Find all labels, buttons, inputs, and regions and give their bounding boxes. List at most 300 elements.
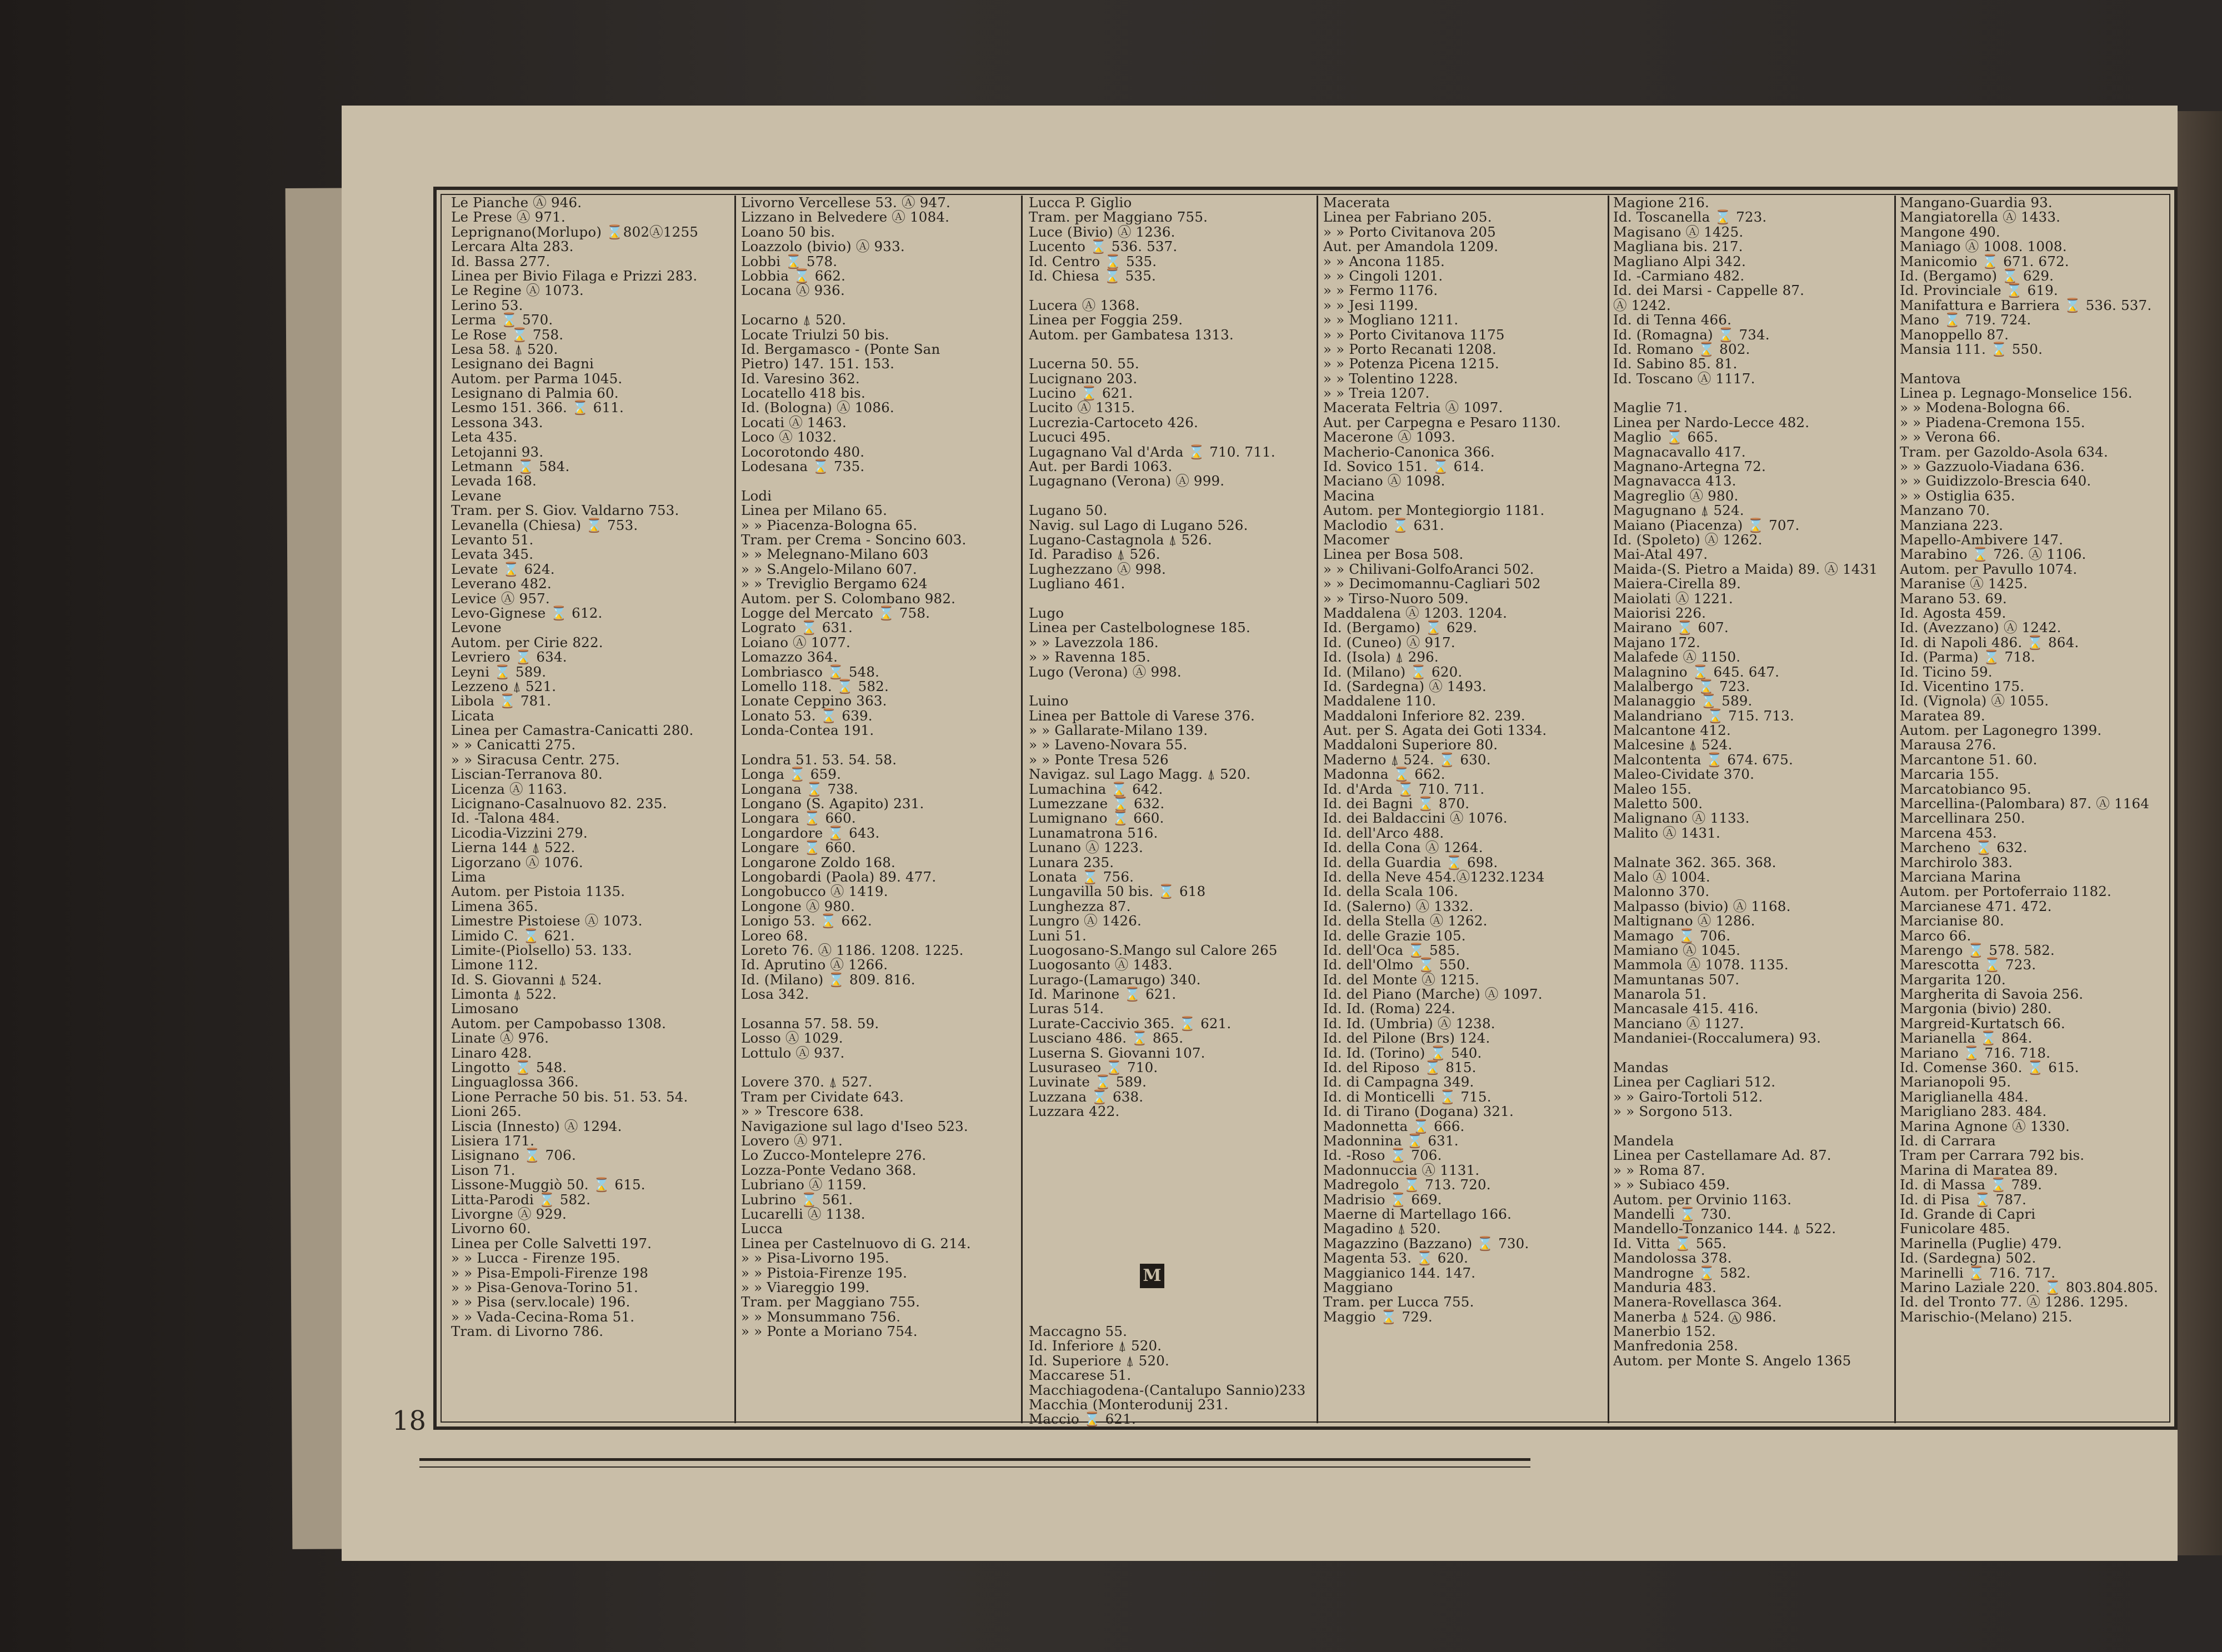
index-entry: Mansia 111. ⌛ 550.	[1900, 341, 2043, 357]
index-entry: Id. (Spoleto) Ⓐ 1262.	[1613, 531, 1763, 548]
index-entry: Linea per Milano 65.	[741, 502, 888, 519]
index-entry: Lesa 58. ⍋ 520.	[451, 341, 558, 357]
index-entry: Marcaria 155.	[1900, 766, 1999, 783]
index-entry: Levice Ⓐ 957.	[451, 590, 550, 607]
index-entry: Id. Bassa 277.	[451, 253, 551, 269]
index-entry: Id. delle Grazie 105.	[1323, 927, 1466, 944]
index-entry: Linguaglossa 366.	[451, 1074, 579, 1090]
index-entry: Maglie 71.	[1613, 399, 1688, 416]
index-entry: Aut. per Bardi 1063.	[1029, 458, 1173, 475]
index-entry: Liscia (Innesto) Ⓐ 1294.	[451, 1118, 622, 1134]
index-entry: Id. Vicentino 175.	[1900, 678, 2025, 694]
index-entry: Magliana bis. 217.	[1613, 238, 1743, 255]
index-entry: Mandello-Tonzanico 144. ⍋ 522.	[1613, 1220, 1836, 1237]
index-entry: Manduria 483.	[1613, 1279, 1717, 1295]
index-entry: » » Vada-Cecina-Roma 51.	[451, 1308, 635, 1325]
index-entry: Maddalene 110.	[1323, 693, 1437, 709]
index-entry: Id. Grande di Capri	[1900, 1205, 2036, 1222]
index-entry: Lodesana ⌛ 735.	[741, 458, 865, 475]
index-entry: Id. (Romagna) ⌛ 734.	[1613, 326, 1770, 343]
index-entry: Manfredonia 258.	[1613, 1338, 1738, 1354]
index-entry: Linea per Bosa 508.	[1323, 546, 1464, 563]
index-entry: Tram. per Maggiano 755.	[741, 1294, 920, 1310]
index-entry: » » Canicatti 275.	[451, 737, 576, 753]
index-entry: Magadino ⍋ 520.	[1323, 1220, 1441, 1237]
index-entry: Libola ⌛ 781.	[451, 693, 552, 709]
index-entry: » » Gallarate-Milano 139.	[1029, 722, 1208, 739]
index-entry: Marcena 453.	[1900, 824, 1997, 841]
index-entry: Macchiagodena-(Cantalupo Sannio)233	[1029, 1381, 1306, 1398]
index-entry: Id. Comense 360. ⌛ 615.	[1900, 1059, 2079, 1076]
index-entry: » » Piadena-Cremona 155.	[1900, 414, 2085, 430]
index-entry: Funicolare 485.	[1900, 1220, 2010, 1237]
index-entry: Lugagnano Val d'Arda ⌛ 710. 711.	[1029, 443, 1275, 460]
index-entry: Macchia (Monterodunij 231.	[1029, 1396, 1229, 1413]
index-entry: Lisiera 171.	[451, 1133, 535, 1149]
index-entry: Maggiano	[1323, 1279, 1393, 1295]
index-entry: Mamiano Ⓐ 1045.	[1613, 942, 1741, 958]
index-entry: Autom. per Monte S. Angelo 1365	[1613, 1352, 1851, 1369]
index-entry: Lucca P. Giglio	[1029, 196, 1132, 211]
index-entry: Letmann ⌛ 584.	[451, 458, 570, 475]
index-entry: Luvinate ⌛ 589.	[1029, 1074, 1147, 1090]
index-entry: Linea per Colle Salvetti 197.	[451, 1235, 652, 1251]
index-entry: Livorgne Ⓐ 929.	[451, 1205, 567, 1222]
index-entry: Leta 435.	[451, 429, 518, 445]
index-entry: Limone 112.	[451, 957, 538, 973]
index-entry: Lurago-(Lamarugo) 340.	[1029, 971, 1201, 988]
index-entry: Losso Ⓐ 1029.	[741, 1030, 843, 1047]
index-entry: Autom. per Montegiorgio 1181.	[1323, 502, 1545, 519]
index-entry: Malcantone 412.	[1613, 722, 1731, 739]
index-entry: » » Decimomannu-Cagliari 502	[1323, 575, 1541, 592]
index-entry: Lumachina ⌛ 642.	[1029, 780, 1163, 797]
index-entry: Lonigo 53. ⌛ 662.	[741, 913, 872, 929]
index-entry: Levriero ⌛ 634.	[451, 649, 567, 665]
index-entry: Magnavacca 413.	[1613, 473, 1736, 489]
index-entry: Linea per Fabriano 205.	[1323, 209, 1492, 226]
index-entry: Mai-Atal 497.	[1613, 546, 1708, 563]
index-entry: » » Pistoia-Firenze 195.	[741, 1264, 908, 1281]
index-entry: Magnano-Artegna 72.	[1613, 458, 1766, 475]
index-entry: Id. del Monte Ⓐ 1215.	[1323, 971, 1480, 988]
index-entry: Madonnetta ⌛ 666.	[1323, 1118, 1465, 1134]
index-entry: Id. di Pisa ⌛ 787.	[1900, 1191, 2026, 1208]
index-entry: Marinelli ⌛ 716. 717.	[1900, 1264, 2056, 1281]
index-entry	[1029, 1222, 1317, 1236]
index-entry: » » Ancona 1185.	[1323, 253, 1445, 269]
index-entry	[1029, 283, 1317, 298]
index-entry	[1029, 1237, 1317, 1251]
index-entry: Manerbio 152.	[1613, 1323, 1716, 1340]
index-column-5	[1613, 196, 1893, 1368]
index-entry: Tram. per Lucca 755.	[1323, 1294, 1474, 1310]
index-entry: Pietro) 147. 151. 153.	[741, 356, 895, 372]
index-entry: » » Lucca - Firenze 195.	[451, 1250, 620, 1266]
index-entry: Lima	[451, 868, 486, 885]
index-entry: Id. (Milano) ⌛ 620.	[1323, 663, 1463, 680]
index-entry: Macerata Feltria Ⓐ 1097.	[1323, 399, 1503, 416]
index-entry: Margreid-Kurtatsch 66.	[1900, 1015, 2065, 1032]
index-entry: Autom. per Lagonegro 1399.	[1900, 722, 2102, 739]
index-entry: Lonata ⌛ 756.	[1029, 868, 1134, 885]
index-entry: Id. Varesino 362.	[741, 370, 860, 387]
index-entry: Id. Centro ⌛ 535.	[1029, 253, 1157, 269]
index-entry: Lunara 235.	[1029, 854, 1114, 870]
index-entry: Autom. per Parma 1045.	[451, 370, 623, 387]
index-entry: » » Viareggio 199.	[741, 1279, 870, 1295]
index-entry: Macomer	[1323, 531, 1390, 548]
index-entry: Mandas	[1613, 1059, 1669, 1076]
index-entry: Id. Inferiore ⍋ 520.	[1029, 1338, 1162, 1354]
index-entry: Livorno Vercellese 53. Ⓐ 947.	[741, 196, 951, 211]
index-entry: Losa 342.	[741, 986, 809, 1003]
index-entry: Maciano Ⓐ 1098.	[1323, 473, 1445, 489]
index-entry: » » Pisa-Genova-Torino 51.	[451, 1279, 639, 1295]
index-entry: Maderno ⍋ 524. ⌛ 630.	[1323, 751, 1491, 768]
index-entry: Limosano	[451, 1000, 519, 1017]
index-entry: » » Siracusa Centr. 275.	[451, 751, 620, 768]
index-entry: Lugo (Verona) Ⓐ 998.	[1029, 663, 1182, 680]
index-entry: Tram per Carrara 792 bis.	[1900, 1147, 2085, 1164]
index-entry: Lizzano in Belvedere Ⓐ 1084.	[741, 209, 950, 226]
index-entry	[741, 298, 1018, 313]
index-entry: Litta-Parodi ⌛ 582.	[451, 1191, 591, 1208]
index-entry: » » Lavezzola 186.	[1029, 634, 1159, 650]
index-entry: » » Roma 87.	[1613, 1162, 1705, 1178]
index-entry: Tram. per S. Giov. Valdarno 753.	[451, 502, 679, 519]
index-entry: Loazzolo (bivio) Ⓐ 933.	[741, 238, 905, 255]
index-entry: » » Chilivani-GolfoAranci 502.	[1323, 560, 1534, 577]
index-entry: Aut. per S. Agata dei Goti 1334.	[1323, 722, 1547, 739]
index-entry: » » Ponte Tresa 526	[1029, 751, 1169, 768]
index-entry: » » Tirso-Nuoro 509.	[1323, 590, 1469, 607]
index-entry: Id. Bergamasco - (Ponte San	[741, 341, 940, 357]
index-column-2	[741, 196, 1018, 1339]
index-entry: Magazzino (Bazzano) ⌛ 730.	[1323, 1235, 1529, 1251]
index-entry: Tram. di Livorno 786.	[451, 1323, 604, 1339]
index-entry: Lucca	[741, 1220, 783, 1237]
index-entry: Mamuntanas 507.	[1613, 971, 1740, 988]
index-entry: Autom. per Orvinio 1163.	[1613, 1191, 1792, 1208]
index-entry: Aut. per Carpegna e Pesaro 1130.	[1323, 414, 1561, 430]
index-entry: Malanaggio ⌛ 589.	[1613, 693, 1753, 709]
index-entry: Levo-Gignese ⌛ 612.	[451, 604, 603, 621]
index-entry: Maggio ⌛ 729.	[1323, 1308, 1433, 1325]
index-entry: Luino	[1029, 693, 1069, 709]
column-divider	[734, 196, 736, 1423]
section-letter: M	[1140, 1264, 1164, 1288]
index-entry: » » Mogliano 1211.	[1323, 312, 1459, 328]
index-entry: Leyni ⌛ 589.	[451, 663, 547, 680]
index-entry: Limena 365.	[451, 898, 538, 914]
index-entry: Mano ⌛ 719. 724.	[1900, 312, 2031, 328]
index-entry: Marcantone 51. 60.	[1900, 751, 2038, 768]
index-entry: Levone	[451, 619, 502, 636]
index-entry: Liscian-Terranova 80.	[451, 766, 603, 783]
index-entry: Madonnuccia Ⓐ 1131.	[1323, 1162, 1480, 1178]
index-entry: Linea per Nardo-Lecce 482.	[1613, 414, 1810, 430]
index-entry: Malito Ⓐ 1431.	[1613, 824, 1720, 841]
index-entry: Limonta ⍋ 522.	[451, 986, 557, 1003]
index-entry: Lerma ⌛ 570.	[451, 312, 553, 328]
index-entry: Id. (Bologna) Ⓐ 1086.	[741, 399, 894, 416]
index-entry: Mamago ⌛ 706.	[1613, 927, 1731, 944]
index-entry: » » Sorgono 513.	[1613, 1103, 1733, 1120]
index-entry: Manera-Rovellasca 364.	[1613, 1294, 1783, 1310]
index-entry: Madrisio ⌛ 669.	[1323, 1191, 1442, 1208]
index-entry: Le Prese Ⓐ 971.	[451, 209, 565, 226]
index-entry: Maddaloni Inferiore 82. 239.	[1323, 707, 1525, 724]
index-entry: » » Modena-Bologna 66.	[1900, 399, 2070, 416]
index-entry	[1029, 1251, 1317, 1265]
index-entry: Locarno ⍋ 520.	[741, 312, 847, 328]
index-entry: Marcianise 80.	[1900, 913, 2004, 929]
index-entry: Lumignano ⌛ 660.	[1029, 810, 1164, 827]
index-entry: Marcellinara 250.	[1900, 810, 2025, 827]
index-entry	[1029, 1295, 1317, 1309]
index-entry: Id. dell'Olmo ⌛ 550.	[1323, 957, 1470, 973]
index-entry: Manerba ⍋ 524. Ⓐ 986.	[1613, 1308, 1777, 1325]
index-entry	[1029, 1280, 1317, 1295]
index-entry: Macina	[1323, 487, 1375, 504]
index-entry: Id. di Tirano (Dogana) 321.	[1323, 1103, 1514, 1120]
index-entry: Limido C. ⌛ 621.	[451, 927, 575, 944]
index-entry: Manarola 51.	[1613, 986, 1707, 1003]
index-entry: Id. (Cuneo) Ⓐ 917.	[1323, 634, 1455, 650]
index-entry: Malagnino ⌛ 645. 647.	[1613, 663, 1780, 680]
index-entry: Autom. per Cirie 822.	[451, 634, 603, 650]
lower-page-rule-thin	[419, 1466, 1530, 1468]
index-entry: Lione Perrache 50 bis. 51. 53. 54.	[451, 1088, 688, 1105]
index-entry: Maclodio ⌛ 631.	[1323, 517, 1444, 533]
index-entry: Levane	[451, 487, 502, 504]
index-entry: Marciana Marina	[1900, 868, 2021, 885]
index-entry	[1029, 592, 1317, 606]
index-entry: Maleo 155.	[1613, 780, 1692, 797]
index-entry: » » Jesi 1199.	[1323, 297, 1419, 313]
index-entry: Linea per Castellamare Ad. 87.	[1613, 1147, 1831, 1164]
index-entry: » » Monsummano 756.	[741, 1308, 901, 1325]
index-entry: Lomazzo 364.	[741, 649, 838, 665]
column-divider	[1608, 196, 1609, 1423]
index-entry: Lovere 370. ⍋ 527.	[741, 1074, 873, 1090]
index-entry: » » Gazzuolo-Viadana 636.	[1900, 458, 2085, 475]
index-entry: Manciano Ⓐ 1127.	[1613, 1015, 1744, 1032]
index-entry: Navigazione sul lago d'Iseo 523.	[741, 1118, 968, 1134]
index-entry: Longare ⌛ 660.	[741, 839, 856, 856]
index-entry: Malcesine ⍋ 524.	[1613, 737, 1733, 753]
index-entry: Id. Vitta ⌛ 565.	[1613, 1235, 1727, 1251]
index-entry: Locatello 418 bis.	[741, 385, 865, 402]
index-entry: Id. della Scala 106.	[1323, 883, 1459, 900]
index-entry: Longara ⌛ 660.	[741, 810, 856, 827]
index-entry: Tram. per Crema - Soncino 603.	[741, 531, 967, 548]
index-entry: Lissone-Muggiò 50. ⌛ 615.	[451, 1177, 645, 1193]
index-entry: Maida-(S. Pietro a Maida) 89. Ⓐ 1431	[1613, 560, 1878, 577]
index-entry: Leprignano(Morlupo) ⌛802Ⓐ1255	[451, 223, 699, 240]
index-entry: Locana Ⓐ 936.	[741, 282, 845, 299]
index-entry: Lombriasco ⌛ 548.	[741, 663, 880, 680]
index-entry: Manicomio ⌛ 671. 672.	[1900, 253, 2069, 269]
index-entry: Lograto ⌛ 631.	[741, 619, 853, 636]
index-entry: Lodi	[741, 487, 772, 504]
index-entry: Maltignano Ⓐ 1286.	[1613, 913, 1755, 929]
index-entry: Levata 345.	[451, 546, 534, 563]
index-entry: Licignano-Casalnuovo 82. 235.	[451, 795, 667, 812]
index-entry: Marausa 276.	[1900, 737, 1996, 753]
index-entry: Marina di Maratea 89.	[1900, 1162, 2058, 1178]
index-entry: Madonna ⌛ 662.	[1323, 766, 1445, 783]
index-entry: Longano (S. Agapito) 231.	[741, 795, 924, 812]
index-entry: Lomello 118. ⌛ 582.	[741, 678, 889, 694]
index-entry: Malandriano ⌛ 715. 713.	[1613, 707, 1794, 724]
index-entry: Id. di Carrara	[1900, 1133, 1996, 1149]
index-entry	[1029, 679, 1317, 694]
index-entry: Maerne di Martellago 166.	[1323, 1205, 1512, 1222]
index-entry: Levada 168.	[451, 473, 537, 489]
index-entry: Malignano Ⓐ 1133.	[1613, 810, 1750, 827]
index-entry: Id. -Roso ⌛ 706.	[1323, 1147, 1442, 1164]
index-entry: Id. d'Arda ⌛ 710. 711.	[1323, 780, 1485, 797]
index-entry: Luras 514.	[1029, 1000, 1104, 1017]
lower-page-rule	[419, 1458, 1530, 1461]
index-entry: » » Gairo-Tortoli 512.	[1613, 1088, 1763, 1105]
index-entry: Maiera-Cirella 89.	[1613, 575, 1741, 592]
index-entry: Luogosanto Ⓐ 1483.	[1029, 957, 1173, 973]
index-entry: Linea per Cagliari 512.	[1613, 1074, 1776, 1090]
index-entry: Autom. per Portoferraio 1182.	[1900, 883, 2112, 900]
index-entry: Lerino 53.	[451, 297, 523, 313]
index-entry	[1029, 1119, 1317, 1134]
index-entry: Lobbi ⌛ 578.	[741, 253, 838, 269]
index-entry: Mandelli ⌛ 730.	[1613, 1205, 1731, 1222]
index-entry: Longobucco Ⓐ 1419.	[741, 883, 888, 900]
index-entry: Id. Romano ⌛ 802.	[1613, 341, 1750, 357]
index-entry: » » Ostiglia 635.	[1900, 487, 2015, 504]
index-entry: Lessona 343.	[451, 414, 543, 430]
index-entry: Id. Toscanella ⌛ 723.	[1613, 209, 1767, 226]
index-entry: Malnate 362. 365. 368.	[1613, 854, 1776, 870]
index-entry: Linea p. Legnago-Monselice 156.	[1900, 385, 2133, 402]
index-entry: Lucrezia-Cartoceto 426.	[1029, 414, 1199, 430]
index-entry: Maglio ⌛ 665.	[1613, 429, 1719, 445]
index-entry: Letojanni 93.	[451, 443, 544, 460]
index-entry: Linea per Camastra-Canicatti 280.	[451, 722, 694, 739]
index-entry: Lo Zucco-Montelepre 276.	[741, 1147, 927, 1164]
index-entry: » » Treia 1207.	[1323, 385, 1430, 402]
index-entry: Id. Sabino 85. 81.	[1613, 356, 1738, 372]
index-entry: Id. della Neve 454.Ⓐ1232.1234	[1323, 868, 1545, 885]
index-entry: Manziana 223.	[1900, 517, 2004, 533]
index-entry: Mandolossa 378.	[1613, 1250, 1732, 1266]
index-entry: Id. della Guardia ⌛ 698.	[1323, 854, 1498, 870]
index-column-4	[1323, 196, 1604, 1324]
index-entry: Id. (Salerno) Ⓐ 1332.	[1323, 898, 1474, 914]
index-entry: Le Rose ⌛ 758.	[451, 326, 564, 343]
index-entry: Malpasso (bivio) Ⓐ 1168.	[1613, 898, 1791, 914]
index-entry: Mantova	[1900, 370, 1961, 387]
index-entry: Le Pianche Ⓐ 946.	[451, 196, 582, 211]
index-entry: Marano 53. 69.	[1900, 590, 2007, 607]
index-entry: Luce (Bivio) Ⓐ 1236.	[1029, 223, 1175, 240]
index-entry: Mancasale 415. 416.	[1613, 1000, 1759, 1017]
index-entry: Lungavilla 50 bis. ⌛ 618	[1029, 883, 1206, 900]
index-entry: Id. del Pilone (Brs) 124.	[1323, 1030, 1490, 1047]
index-entry: Id. Id. (Umbria) Ⓐ 1238.	[1323, 1015, 1495, 1032]
index-entry: Longa ⌛ 659.	[741, 766, 842, 783]
index-entry: Maiolati Ⓐ 1221.	[1613, 590, 1733, 607]
index-entry	[1613, 840, 1893, 855]
index-entry: Lucignano 203.	[1029, 370, 1138, 387]
index-entry: Levanto 51.	[451, 531, 534, 548]
index-entry: Maranise Ⓐ 1425.	[1900, 575, 2028, 592]
index-entry: Lonato 53. ⌛ 639.	[741, 707, 873, 724]
index-entry: Ⓐ 1242.	[1613, 297, 1671, 313]
index-entry: Marianopoli 95.	[1900, 1074, 2011, 1090]
index-entry: Mariano ⌛ 716. 718.	[1900, 1044, 2051, 1061]
index-entry: Madregolo ⌛ 713. 720.	[1323, 1177, 1491, 1193]
index-entry: Maletto 500.	[1613, 795, 1703, 812]
index-entry: Lierna 144 ⍋ 522.	[451, 839, 575, 856]
index-entry: Luzzana ⌛ 638.	[1029, 1088, 1144, 1105]
index-entry: Linea per Foggia 259.	[1029, 312, 1183, 328]
index-entry: Lottulo Ⓐ 937.	[741, 1044, 845, 1061]
index-entry: Id. (Parma) ⌛ 718.	[1900, 649, 2035, 665]
index-entry: Lusuraseo ⌛ 710.	[1029, 1059, 1158, 1076]
index-entry: Id. (Isola) ⍋ 296.	[1323, 649, 1439, 665]
index-entry: Licata	[451, 707, 495, 724]
index-entry	[741, 738, 1018, 752]
index-entry: Id. dei Baldaccini Ⓐ 1076.	[1323, 810, 1508, 827]
index-entry: Magnacavallo 417.	[1613, 443, 1746, 460]
index-entry: Mangone 490.	[1900, 223, 2000, 240]
index-entry: Id. della Cona Ⓐ 1264.	[1323, 839, 1483, 856]
index-entry: Mandrogne ⌛ 582.	[1613, 1264, 1751, 1281]
index-entry: Levanella (Chiesa) ⌛ 753.	[451, 517, 638, 533]
index-entry: Lesignano di Palmia 60.	[451, 385, 619, 402]
index-entry: Id. del Piano (Marche) Ⓐ 1097.	[1323, 986, 1543, 1003]
index-entry	[1613, 1119, 1893, 1134]
index-entry: Logge del Mercato ⌛ 758.	[741, 604, 930, 621]
index-entry: Id. di Tenna 466.	[1613, 312, 1732, 328]
index-entry: Id. (Sardegna) Ⓐ 1493.	[1323, 678, 1487, 694]
index-entry: Lubriano Ⓐ 1159.	[741, 1177, 867, 1193]
index-entry: Lugliano 461.	[1029, 575, 1125, 592]
index-entry: Magugnano ⍋ 524.	[1613, 502, 1744, 519]
index-entry: Id. di Campagna 349.	[1323, 1074, 1474, 1090]
index-entry: Maniago Ⓐ 1008. 1008.	[1900, 238, 2067, 255]
index-entry: » » Porto Civitanova 205	[1323, 223, 1496, 240]
index-entry: Macerone Ⓐ 1093.	[1323, 429, 1456, 445]
index-entry: Mammola Ⓐ 1078. 1135.	[1613, 957, 1789, 973]
index-entry: Marcianese 471. 472.	[1900, 898, 2052, 914]
index-entry: Magreglio Ⓐ 980.	[1613, 487, 1739, 504]
index-entry	[1029, 1148, 1317, 1163]
index-entry: Lugano-Castagnola ⍋ 526.	[1029, 531, 1212, 548]
index-entry: Id. della Stella Ⓐ 1262.	[1323, 913, 1488, 929]
index-entry: Loreo 68.	[741, 927, 808, 944]
index-entry: Lesignano dei Bagni	[451, 356, 594, 372]
index-entry: Maratea 89.	[1900, 707, 1985, 724]
index-entry: Id. Aprutino Ⓐ 1266.	[741, 957, 888, 973]
index-entry: » » Pisa (serv.locale) 196.	[451, 1294, 630, 1310]
index-entry: » » Pisa-Empoli-Firenze 198	[451, 1264, 649, 1281]
index-entry: Marabino ⌛ 726. Ⓐ 1106.	[1900, 546, 2086, 563]
index-entry: Tram. per Gazoldo-Asola 634.	[1900, 443, 2108, 460]
index-entry: Londa-Contea 191.	[741, 722, 874, 739]
index-entry: Mariglianella 484.	[1900, 1088, 2029, 1105]
